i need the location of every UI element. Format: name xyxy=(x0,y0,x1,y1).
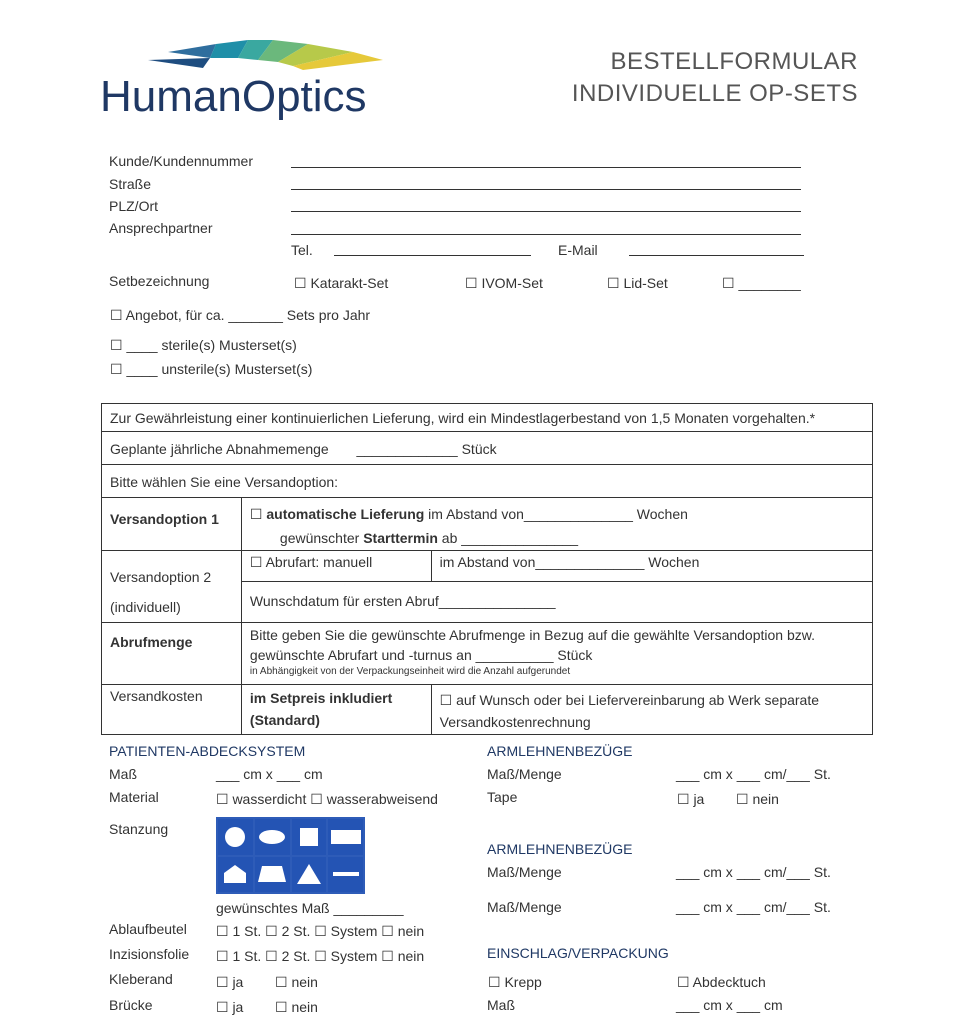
versandoption1-cell[interactable] xyxy=(241,498,872,551)
abdecktuch-checkbox[interactable]: ☐ Abdecktuch xyxy=(677,974,766,990)
abrufmenge-label: Abrufmenge xyxy=(102,623,242,685)
unsteril-checkbox[interactable]: ☐ ____ unsterile(s) Musterset(s) xyxy=(110,361,313,377)
stanzung-label: Stanzung xyxy=(109,821,169,837)
plz-label: PLZ/Ort xyxy=(109,198,159,214)
versandoption2-sub: (individuell) xyxy=(110,599,181,615)
triangle-shape-option[interactable] xyxy=(292,857,327,893)
auto-lieferung-abstand[interactable]: im Abstand von______________ Wochen xyxy=(424,506,688,522)
oval-shape-option[interactable] xyxy=(255,819,290,855)
rectangle-shape-option[interactable] xyxy=(328,819,363,855)
armlehne2-mass1-input[interactable]: ___ cm x ___ cm/___ St. xyxy=(676,864,831,880)
stanzung-shape-grid xyxy=(216,817,365,894)
einschlag-title: EINSCHLAG/VERPACKUNG xyxy=(487,945,669,961)
form-title-line1: BESTELLFORMULAR xyxy=(610,48,858,75)
versand-prompt: Bitte wählen Sie eine Versandoption: xyxy=(102,465,873,498)
form-title-line2: INDIVIDUELLE OP-SETS xyxy=(571,80,858,107)
abrufmenge-cell[interactable] xyxy=(241,623,872,685)
pat-mass-input[interactable]: ___ cm x ___ cm xyxy=(216,766,323,782)
tape-ja-checkbox[interactable]: ☐ ja xyxy=(677,791,705,807)
kosten-alt-checkbox[interactable]: ☐ auf Wunsch oder bei Liefervereinbarung ab Werk separate xyxy=(439,692,820,708)
pat-material-checkboxes[interactable]: ☐ wasserdicht ☐ wasserabweisend xyxy=(216,791,438,807)
abnahme-input[interactable]: _____________ Stück xyxy=(356,441,497,457)
gewuenschtes-mass-input[interactable]: gewünschtes Maß _________ xyxy=(216,900,404,916)
kosten-std-line1: im Setpreis inkludiert xyxy=(249,690,393,706)
ansprech-label: Ansprechpartner xyxy=(109,220,213,236)
abruf-abstand[interactable]: im Abstand von______________ Wochen xyxy=(431,551,872,582)
humanoptics-logo xyxy=(98,38,418,124)
square-shape-option[interactable] xyxy=(292,819,327,855)
starttermin-label: Starttermin xyxy=(363,530,438,546)
krepp-checkbox[interactable]: ☐ Krepp xyxy=(488,974,542,990)
kunde-input[interactable] xyxy=(291,167,801,168)
bruecke-nein-checkbox[interactable]: ☐ nein xyxy=(275,999,318,1015)
kleberand-nein-checkbox[interactable]: ☐ nein xyxy=(275,974,318,990)
katarakt-checkbox[interactable]: ☐ Katarakt-Set xyxy=(294,275,389,291)
kosten-std-line2: (Standard) xyxy=(249,712,320,728)
versandkosten-separate[interactable] xyxy=(431,685,872,735)
tel-input[interactable] xyxy=(334,255,531,256)
other-set-checkbox[interactable]: ☐ ________ xyxy=(722,275,801,291)
armlehne2-mass1-label: Maß/Menge xyxy=(487,864,562,880)
strasse-input[interactable] xyxy=(291,189,801,190)
auto-lieferung-checkbox[interactable]: ☐ xyxy=(249,506,267,522)
versand-table xyxy=(101,403,873,735)
lid-checkbox[interactable]: ☐ Lid-Set xyxy=(607,275,668,291)
kleberand-ja-checkbox[interactable]: ☐ ja xyxy=(216,974,244,990)
inzision-label: Inzisionsfolie xyxy=(109,946,190,962)
steril-checkbox[interactable]: ☐ ____ sterile(s) Musterset(s) xyxy=(110,337,297,353)
starttermin-prefix: gewünschter xyxy=(279,530,364,546)
slit-shape-option[interactable] xyxy=(328,857,363,893)
email-label: E-Mail xyxy=(558,242,598,258)
tel-label: Tel. xyxy=(291,242,313,258)
ansprech-input[interactable] xyxy=(291,234,801,235)
email-input[interactable] xyxy=(629,255,804,256)
ivom-checkbox[interactable]: ☐ IVOM-Set xyxy=(465,275,543,291)
armlehne1-mass-input[interactable]: ___ cm x ___ cm/___ St. xyxy=(676,766,831,782)
kosten-alt-line2: Versandkostenrechnung xyxy=(439,714,591,730)
patienten-title: PATIENTEN-ABDECKSYSTEM xyxy=(109,743,306,759)
abrufmenge-input[interactable]: gewünschte Abrufart und -turnus an __________ Stück xyxy=(249,647,593,663)
kunde-label: Kunde/Kundennummer xyxy=(109,153,253,169)
einschlag-mass-input[interactable]: ___ cm x ___ cm xyxy=(676,997,783,1013)
armlehne2-mass2-input[interactable]: ___ cm x ___ cm/___ St. xyxy=(676,899,831,915)
tape-label: Tape xyxy=(487,789,518,805)
versandoption1-label: Versandoption 1 xyxy=(102,498,242,551)
einschlag-mass-label: Maß xyxy=(487,997,515,1013)
pat-material-label: Material xyxy=(109,789,159,805)
setbez-label: Setbezeichnung xyxy=(109,273,210,289)
logo-text: HumanOptics xyxy=(100,72,367,121)
angebot-checkbox[interactable]: ☐ Angebot, für ca. _______ Sets pro Jahr xyxy=(110,307,371,323)
tape-nein-checkbox[interactable]: ☐ nein xyxy=(736,791,779,807)
pat-mass-label: Maß xyxy=(109,766,137,782)
circle-shape-option[interactable] xyxy=(218,819,253,855)
inzision-checkboxes[interactable]: ☐ 1 St. ☐ 2 St. ☐ System ☐ nein xyxy=(216,948,425,964)
kleberand-label: Kleberand xyxy=(109,971,173,987)
auto-lieferung-label: automatische Lieferung xyxy=(266,506,425,522)
armlehne2-title: ARMLEHNENBEZÜGE xyxy=(487,841,633,857)
starttermin-input[interactable]: ab _______________ xyxy=(437,530,579,546)
versandkosten-label: Versandkosten xyxy=(102,685,242,735)
versandkosten-standard xyxy=(241,685,431,735)
abnahme-row[interactable] xyxy=(102,432,873,465)
abnahme-label: Geplante jährliche Abnahmemenge xyxy=(110,441,329,457)
abrufart-checkbox[interactable]: ☐ Abrufart: manuell xyxy=(241,551,431,582)
armlehne1-title: ARMLEHNENBEZÜGE xyxy=(487,743,633,759)
abrufmenge-note: in Abhängigkeit von der Verpackungseinheit wird die Anzahl aufgerundet xyxy=(249,666,571,677)
plz-input[interactable] xyxy=(291,211,801,212)
trapezoid-shape-option[interactable] xyxy=(255,857,290,893)
strasse-label: Straße xyxy=(109,176,152,192)
ablauf-label: Ablaufbeutel xyxy=(109,921,187,937)
ablauf-checkboxes[interactable]: ☐ 1 St. ☐ 2 St. ☐ System ☐ nein xyxy=(216,923,425,939)
lager-info: Zur Gewährleistung einer kontinuierlichen Lieferung, wird ein Mindestlagerbestand von 1,5 Monaten vorgehalten.* xyxy=(102,404,873,432)
armlehne1-mass-label: Maß/Menge xyxy=(487,766,562,782)
bruecke-label: Brücke xyxy=(109,997,153,1013)
armlehne2-mass2-label: Maß/Menge xyxy=(487,899,562,915)
versandoption2-label xyxy=(102,551,242,623)
wunschdatum-input[interactable]: Wunschdatum für ersten Abruf_______________ xyxy=(241,581,872,622)
bruecke-ja-checkbox[interactable]: ☐ ja xyxy=(216,999,244,1015)
pentagon-shape-option[interactable] xyxy=(218,857,253,893)
versandoption2-title: Versandoption 2 xyxy=(110,569,212,585)
abrufmenge-text1: Bitte geben Sie die gewünschte Abrufmenge in Bezug auf die gewählte Versandoption bzw. xyxy=(249,627,815,643)
